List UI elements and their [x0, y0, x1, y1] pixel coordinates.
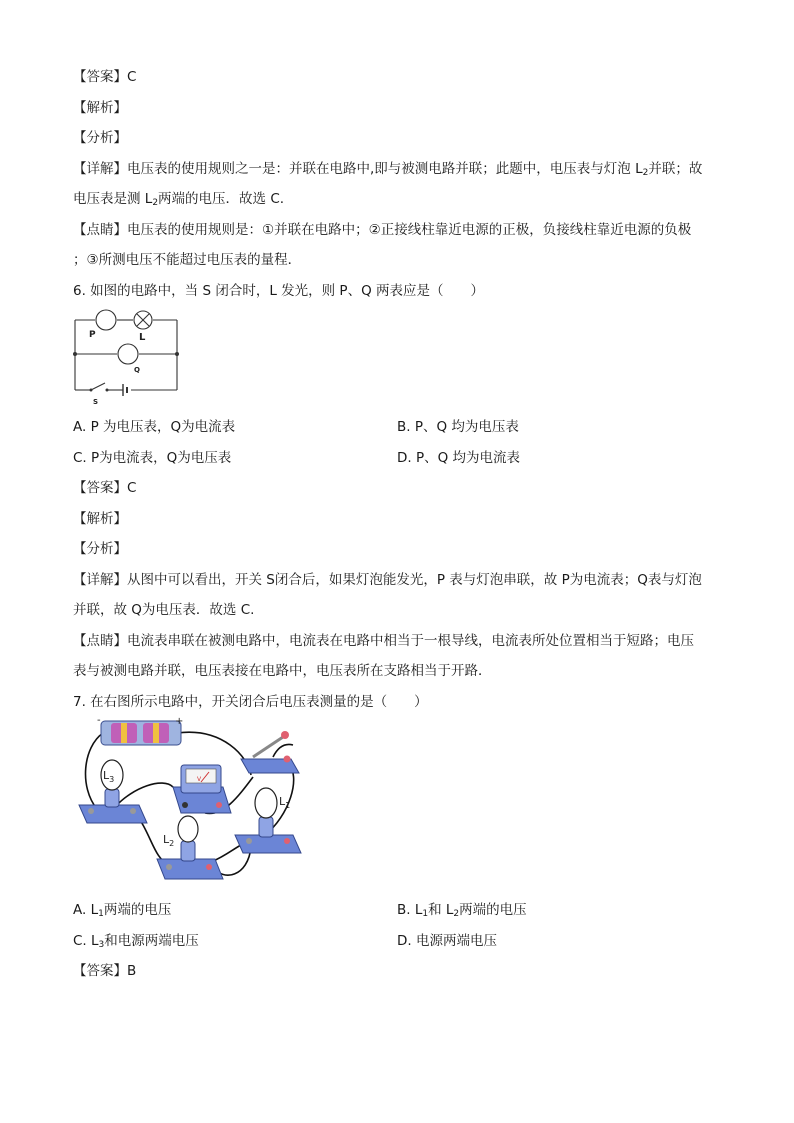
battery	[101, 721, 181, 745]
document-page	[73, 62, 723, 987]
q7-option-c[interactable]: C. $L_3$和电源两端电压	[73, 932, 199, 950]
meter-p-circle	[96, 310, 116, 330]
q6-detail-line-1: 【详解】从图中可以看出，开关 S闭合后，如果灯泡能发光，P 表与灯泡串联，故 P为电流表；Q表与灯泡	[73, 571, 702, 588]
q5-detail-line-1: 【详解】电压表的使用规则之一是：并联在电路中,即与被测电路并联；此题中，电压表与灯泡 $L_2$并联；故	[73, 160, 703, 178]
q6-answer: 【答案】C	[73, 480, 137, 496]
label-l3: $L_3$	[103, 769, 115, 784]
voltmeter	[173, 765, 231, 813]
q6-circuit-diagram	[73, 306, 723, 406]
voltmeter-label: V	[197, 776, 202, 783]
q6-option-c[interactable]: C. P为电流表，Q为电压表	[73, 449, 232, 466]
switch	[241, 731, 299, 773]
q6-dianjing-line-2: 表与被测电路并联，电压表接在电路中，电压表所在支路相当于开路．	[73, 663, 492, 679]
label-l2: $L_2$	[163, 833, 175, 848]
q6-options-row-1	[73, 412, 723, 443]
q7-circuit-picture	[73, 717, 723, 893]
q7-circuit-svg	[73, 717, 313, 893]
q6-options-row-2	[73, 443, 723, 474]
battery-minus-label: -	[97, 715, 101, 726]
q5-analysis-heading: 【解析】	[73, 99, 127, 116]
q6-fenxi-heading: 【分析】	[73, 541, 127, 557]
q6-option-b[interactable]: B. P、Q 均为电压表	[397, 419, 519, 435]
q7-option-a[interactable]: A. $L_1$两端的电压	[73, 902, 172, 919]
q6-option-a[interactable]: A. P 为电压表，Q为电流表	[73, 419, 236, 435]
q5-detail-line-2: 电压表是测 $L_2$两端的电压．故选 C.	[73, 191, 285, 208]
q7-option-b[interactable]: B. $L_1$和 $L_2$两端的电压	[397, 902, 527, 919]
q7-options-row-1	[73, 895, 723, 926]
q7-option-d[interactable]: D. 电源两端电压	[397, 932, 497, 949]
q7-answer: 【答案】B	[73, 963, 137, 979]
q7-options-row-2	[73, 926, 723, 957]
q5-answer: 【答案】C	[73, 69, 137, 85]
q6-circuit-svg	[73, 306, 193, 406]
label-l: L	[139, 332, 146, 343]
label-q: Q	[134, 366, 140, 374]
lamp-l3	[79, 760, 147, 823]
label-p: P	[89, 330, 96, 340]
battery-plus-label: +	[175, 716, 184, 727]
meter-q-circle	[118, 344, 138, 364]
q5-dianjing-line-2: ；③所测电压不能超过电压表的量程．	[73, 252, 302, 268]
q5-dianjing-line-1: 【点睛】电压表的使用规则是：①并联在电路中；②正接线柱靠近电源的正极，负接线柱靠近电源的负极	[73, 221, 692, 238]
q6-detail-line-2: 并联，故 Q为电压表．故选 C.	[73, 602, 255, 618]
q6-stem: 6. 如图的电路中，当 S 闭合时，L 发光，则 P、Q 两表应是（ ）	[73, 282, 484, 299]
lamp-l2	[157, 816, 223, 879]
q5-fenxi-heading: 【分析】	[73, 130, 127, 146]
q6-dianjing-line-1: 【点睛】电流表串联在被测电路中，电流表在电路中相当于一根导线，电流表所处位置相当于短路；电压	[73, 632, 694, 649]
label-l1: $L_1$	[279, 795, 291, 810]
q7-stem: 7. 在右图所示电路中，开关闭合后电压表测量的是（ ）	[73, 693, 428, 710]
label-s: S	[93, 398, 99, 406]
q6-analysis-heading: 【解析】	[73, 510, 127, 527]
q6-option-d[interactable]: D. P、Q 均为电流表	[397, 449, 521, 466]
